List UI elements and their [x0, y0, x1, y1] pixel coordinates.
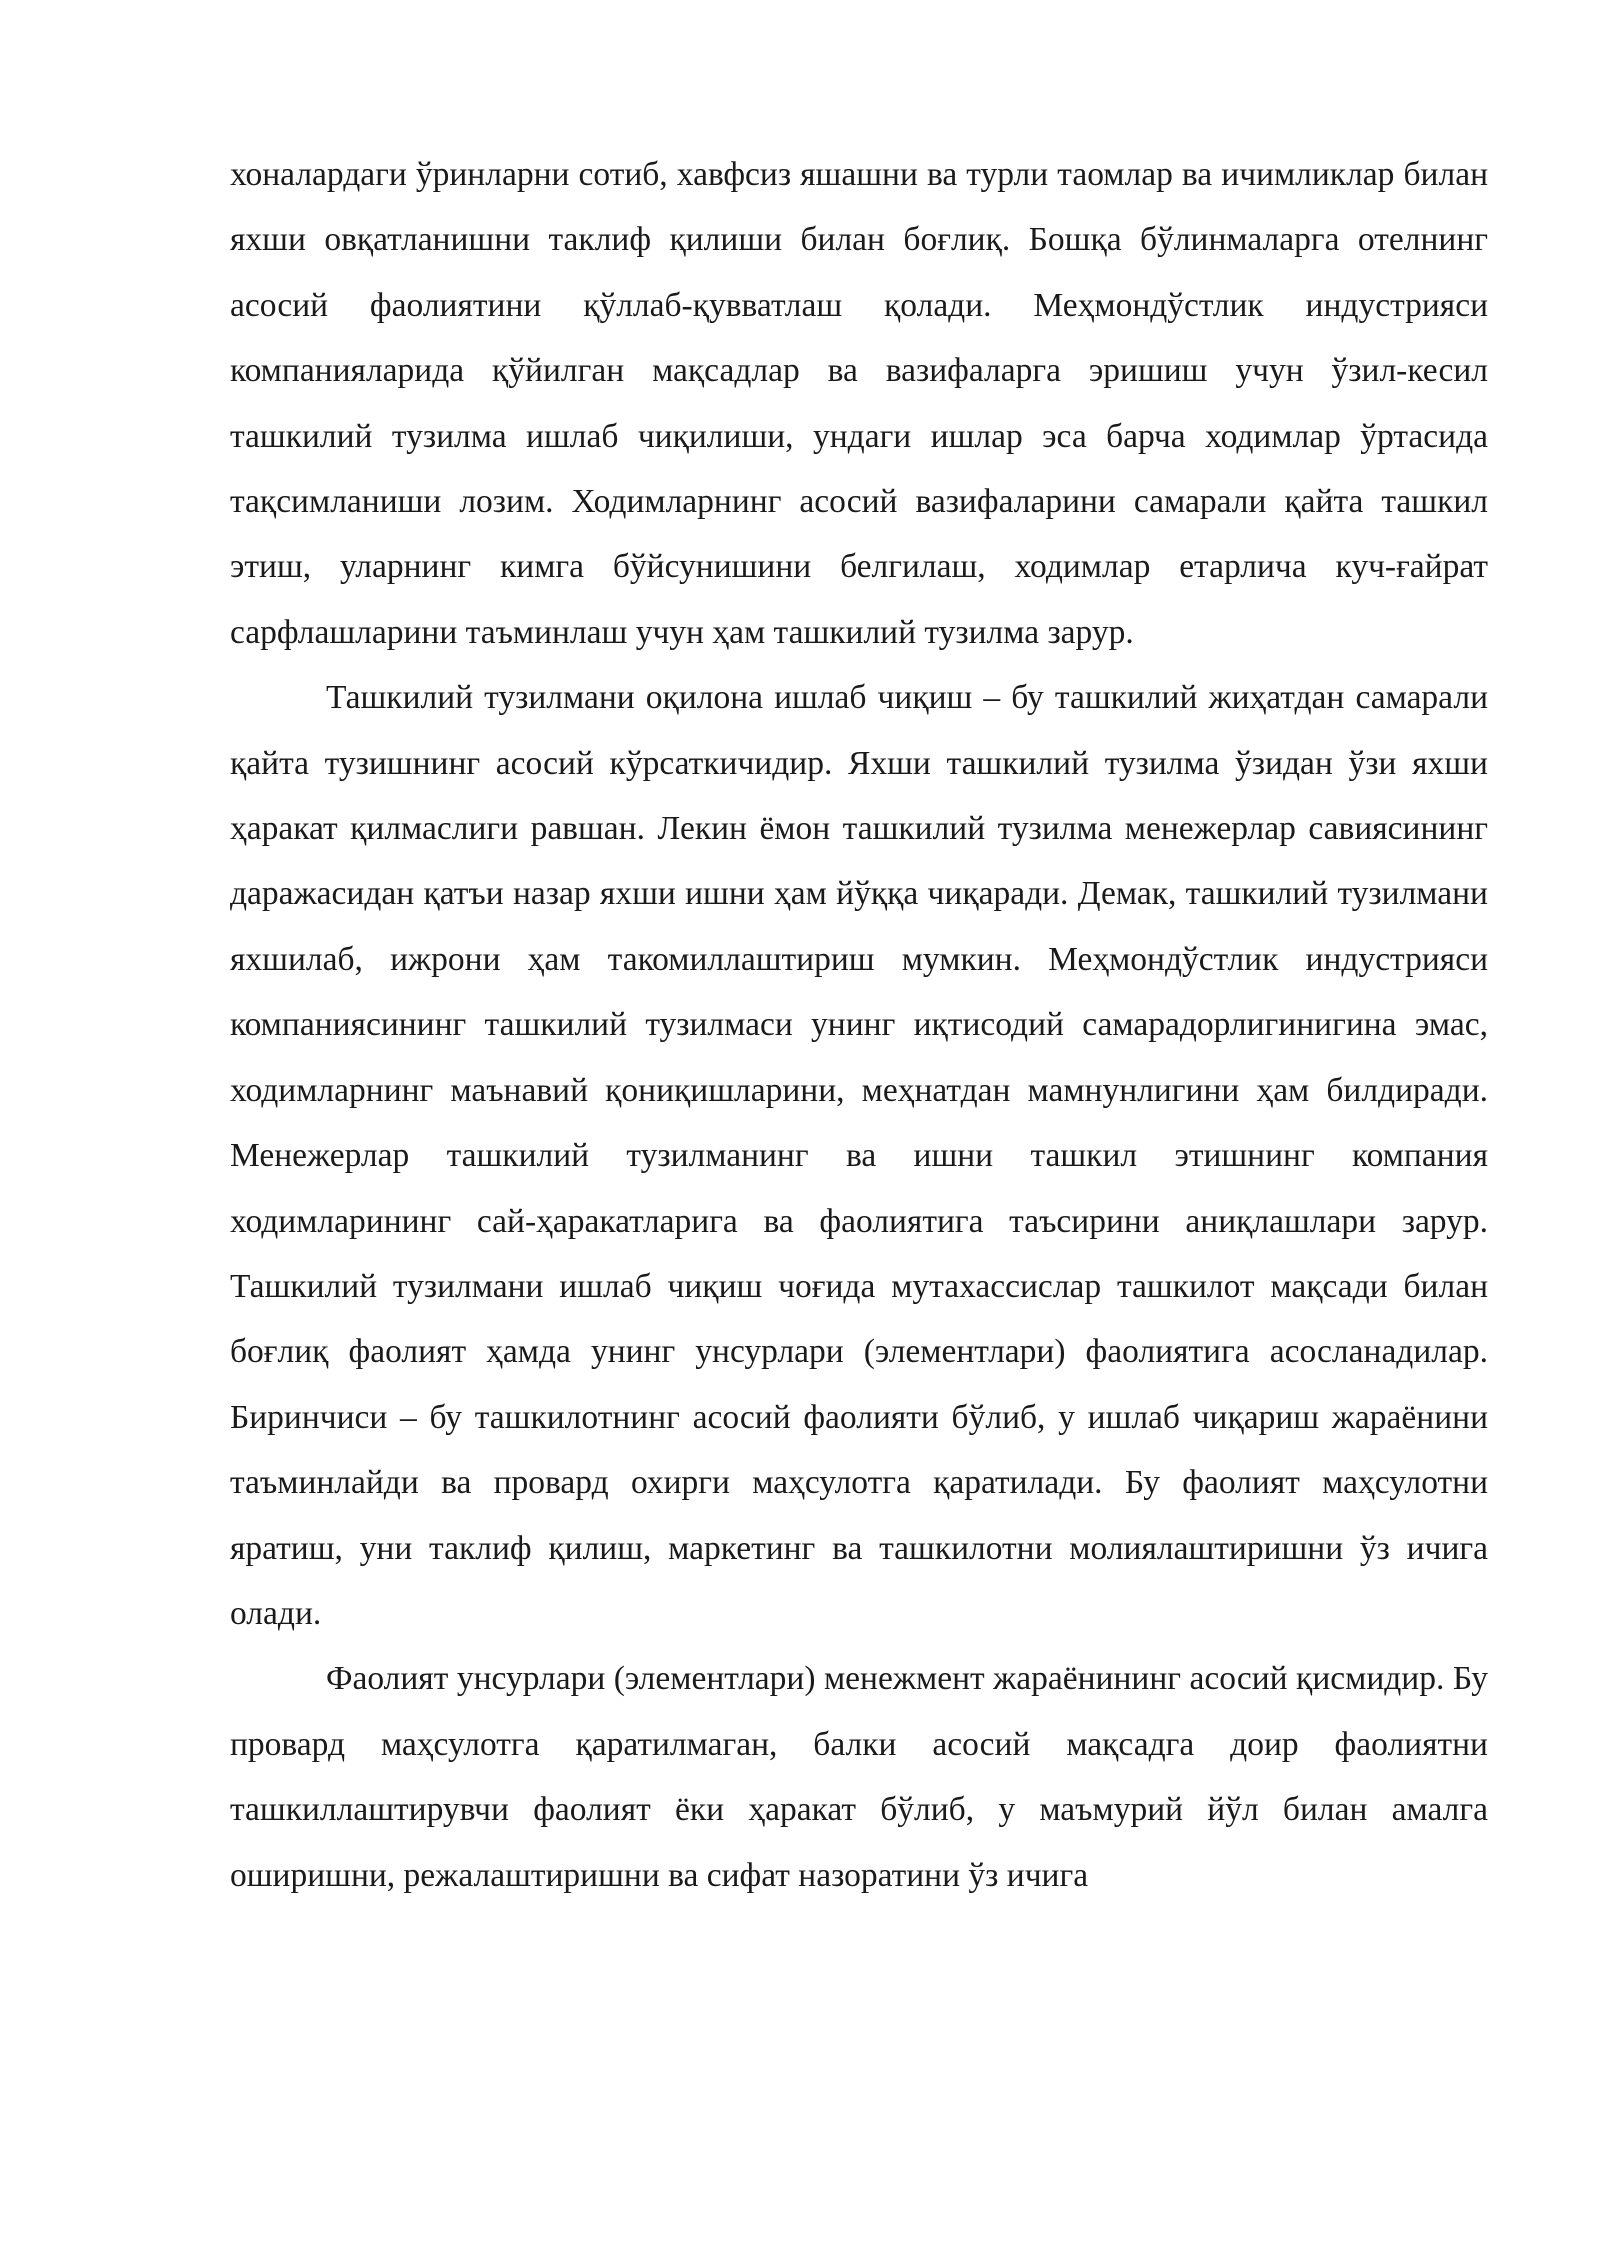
- document-body: [230, 142, 1488, 1908]
- paragraph-activity-elements: Фаолият унсурлари (элементлари) менежмент жараёнининг асосий қисмидир. Бу провард маҳсулотга қаратилмаган, балки асосий мақсадга доир фаолиятни ташкиллаштирувчи фаолият ёки ҳаракат бўлиб, у маъмурий йўл билан амалга оширишни, режалаштиришни ва сифат назоратини ўз ичига: [230, 1660, 1488, 1894]
- paragraph-organizational-structure: Ташкилий тузилмани оқилона ишлаб чиқиш – бу ташкилий жиҳатдан самарали қайта тузишнинг асосий кўрсаткичидир. Яхши ташкилий тузилма ўзидан ўзи яхши ҳаракат қилмаслиги равшан. Лекин ёмон ташкилий тузилма менежерлар савиясининг даражасидан қатъи назар яхши ишни ҳам йўққа чиқаради. Демак, ташкилий тузилмани яхшилаб, ижрони ҳам такомиллаштириш мумкин. Меҳмондўстлик индустрияси компаниясининг ташкилий тузилмаси унинг иқтисодий самарадорлигинигина эмас, ходимларнинг маънавий қониқишларини, меҳнатдан мамнунлигини ҳам билдиради. Менежерлар ташкилий тузилманинг ва ишни ташкил этишнинг компания ходимларининг сай-ҳаракатларига ва фаолиятига таъсирини аниқлашлари зарур. Ташкилий тузилмани ишлаб чиқиш чоғида мутахассислар ташкилот мақсади билан боғлиқ фаолият ҳамда унинг унсурлари (элементлари) фаолиятига асосланадилар. Биринчиси – бу ташкилотнинг асосий фаолияти бўлиб, у ишлаб чиқариш жараёнини таъминлайди ва провард охирги маҳсулотга қаратилади. Бу фаолият маҳсулотни яратиш, уни таклиф қилиш, маркетинг ва ташкилотни молиялаштиришни ўз ичига олади.: [230, 679, 1488, 1632]
- paragraph-continued: хоналардаги ўринларни сотиб, хавфсиз яшашни ва турли таомлар ва ичимликлар билан яхши овқатланишни таклиф қилиши билан боғлиқ. Бошқа бўлинмаларга отелнинг асосий фаолиятини қўллаб-қувватлаш қолади. Меҳмондўстлик индустрияси компанияларида қўйилган мақсадлар ва вазифаларга эришиш учун ўзил-кесил ташкилий тузилма ишлаб чиқилиши, ундаги ишлар эса барча ходимлар ўртасида тақсимланиши лозим. Ходимларнинг асосий вазифаларини самарали қайта ташкил этиш, уларнинг кимга бўйсунишини белгилаш, ходимлар етарлича куч-ғайрат сарфлашларини таъминлаш учун ҳам ташкилий тузилма зарур.: [230, 156, 1488, 651]
